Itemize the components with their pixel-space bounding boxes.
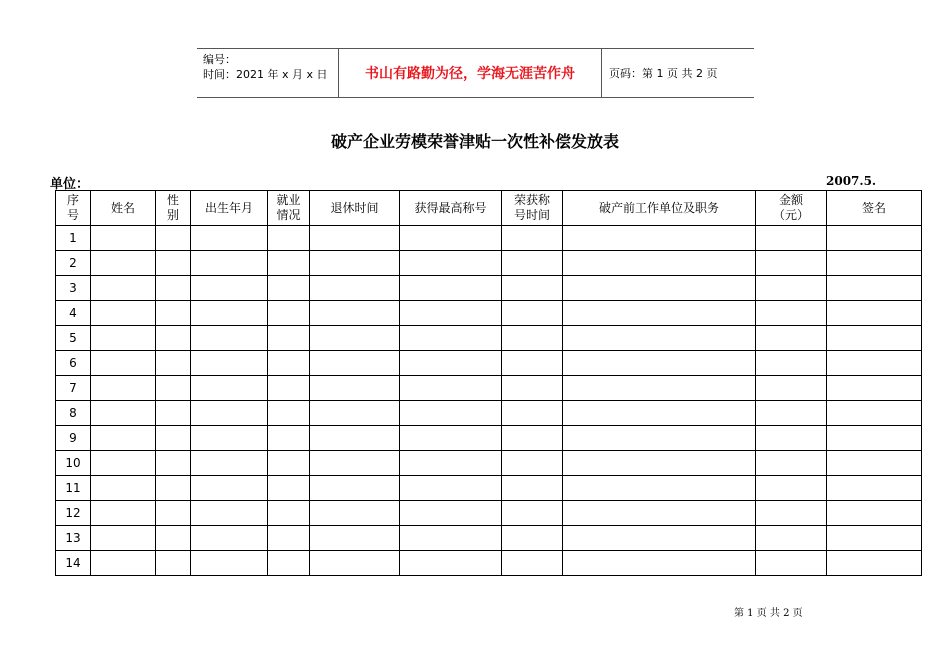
row-number: 5	[56, 326, 91, 351]
table-cell[interactable]	[91, 451, 156, 476]
row-number: 13	[56, 526, 91, 551]
table-cell[interactable]	[268, 376, 310, 401]
table-cell[interactable]	[91, 351, 156, 376]
table-cell[interactable]	[563, 476, 756, 501]
table-cell[interactable]	[756, 551, 827, 576]
table-cell[interactable]	[400, 476, 502, 501]
table-cell[interactable]	[191, 551, 268, 576]
table-cell[interactable]	[156, 301, 191, 326]
table-cell[interactable]	[91, 526, 156, 551]
table-cell[interactable]	[827, 351, 922, 376]
column-header	[156, 191, 191, 226]
table-cell[interactable]	[91, 301, 156, 326]
column-header	[756, 191, 827, 226]
row-number: 3	[56, 276, 91, 301]
table-row	[56, 426, 922, 451]
table-cell[interactable]	[563, 251, 756, 276]
table-cell[interactable]	[156, 401, 191, 426]
table-cell[interactable]	[756, 301, 827, 326]
table-cell[interactable]	[268, 276, 310, 301]
table-cell[interactable]	[191, 276, 268, 301]
table-cell[interactable]	[563, 426, 756, 451]
table-cell[interactable]	[563, 451, 756, 476]
table-cell[interactable]	[827, 376, 922, 401]
table-cell[interactable]	[563, 526, 756, 551]
table-cell[interactable]	[563, 551, 756, 576]
table-cell[interactable]	[756, 501, 827, 526]
table-cell[interactable]	[400, 551, 502, 576]
table-cell[interactable]	[310, 226, 400, 251]
table-cell[interactable]	[400, 226, 502, 251]
row-number: 7	[56, 376, 91, 401]
table-cell[interactable]	[268, 326, 310, 351]
table-cell[interactable]	[91, 426, 156, 451]
column-header-line: 签名	[861, 200, 886, 215]
column-header-line: 获得最高称号	[414, 200, 487, 215]
header-motto: 书山有路勤为径，学海无涯苦作舟	[338, 49, 602, 97]
header-page-info: 页码：第 1 页 共 2 页	[609, 67, 718, 80]
table-cell[interactable]	[502, 276, 563, 301]
table-cell[interactable]	[827, 451, 922, 476]
column-header-line: 情况	[276, 208, 301, 222]
table-cell[interactable]	[268, 301, 310, 326]
table-row	[56, 276, 922, 301]
table-cell[interactable]	[400, 401, 502, 426]
table-body	[56, 226, 922, 576]
table-row	[56, 476, 922, 501]
table-cell[interactable]	[563, 376, 756, 401]
document-date: 2007.5.	[826, 174, 877, 188]
table-cell[interactable]	[827, 226, 922, 251]
table-cell[interactable]	[191, 251, 268, 276]
table-cell[interactable]	[400, 351, 502, 376]
header-meta	[197, 49, 338, 97]
table-cell[interactable]	[502, 501, 563, 526]
table-cell[interactable]	[156, 376, 191, 401]
column-header-line: 金额	[778, 193, 803, 207]
table-cell[interactable]	[191, 401, 268, 426]
table-cell[interactable]	[563, 401, 756, 426]
table-cell[interactable]	[400, 301, 502, 326]
table-cell[interactable]	[827, 526, 922, 551]
column-header	[310, 191, 400, 226]
column-header-line: 就业	[276, 193, 301, 207]
table-cell[interactable]	[756, 476, 827, 501]
table-cell[interactable]	[400, 326, 502, 351]
table-cell[interactable]	[310, 251, 400, 276]
table-cell[interactable]	[191, 351, 268, 376]
unit-label: 单位：	[50, 177, 90, 192]
table-cell[interactable]	[91, 376, 156, 401]
row-number: 6	[56, 351, 91, 376]
table-cell[interactable]	[268, 451, 310, 476]
table-cell[interactable]	[400, 501, 502, 526]
table-row	[56, 501, 922, 526]
table-cell[interactable]	[156, 451, 191, 476]
table-cell[interactable]	[400, 376, 502, 401]
table-cell[interactable]	[827, 251, 922, 276]
table-cell[interactable]	[156, 251, 191, 276]
table-cell[interactable]	[827, 551, 922, 576]
table-cell[interactable]	[91, 476, 156, 501]
table-cell[interactable]	[502, 226, 563, 251]
table-cell[interactable]	[191, 426, 268, 451]
table-cell[interactable]	[756, 276, 827, 301]
table-cell[interactable]	[156, 476, 191, 501]
column-header-line: （元）	[772, 208, 809, 222]
table-cell[interactable]	[502, 326, 563, 351]
table-cell[interactable]	[827, 276, 922, 301]
table-cell[interactable]	[400, 451, 502, 476]
column-header	[56, 191, 91, 226]
table-cell[interactable]	[310, 476, 400, 501]
table-cell[interactable]	[91, 326, 156, 351]
table-cell[interactable]	[756, 376, 827, 401]
document-title: 破产企业劳模荣誉津贴一次性补偿发放表	[330, 132, 619, 151]
table-cell[interactable]	[310, 451, 400, 476]
table-cell[interactable]	[268, 351, 310, 376]
table-cell[interactable]	[191, 226, 268, 251]
table-header-row	[56, 191, 922, 226]
table-cell[interactable]	[502, 251, 563, 276]
table-cell[interactable]	[268, 501, 310, 526]
table-cell[interactable]	[91, 251, 156, 276]
table-cell[interactable]	[400, 526, 502, 551]
table-cell[interactable]	[563, 501, 756, 526]
table-cell[interactable]	[191, 376, 268, 401]
table-cell[interactable]	[563, 226, 756, 251]
table-cell[interactable]	[268, 526, 310, 551]
compensation-table	[55, 190, 922, 576]
table-cell[interactable]	[91, 401, 156, 426]
table-cell[interactable]	[827, 476, 922, 501]
table-cell[interactable]	[156, 501, 191, 526]
table-cell[interactable]	[310, 401, 400, 426]
row-number: 2	[56, 251, 91, 276]
column-header-line: 出生年月	[204, 200, 253, 215]
table-cell[interactable]	[563, 351, 756, 376]
row-number: 9	[56, 426, 91, 451]
table-cell[interactable]	[563, 301, 756, 326]
table-cell[interactable]	[756, 426, 827, 451]
table-row	[56, 451, 922, 476]
table-cell[interactable]	[756, 226, 827, 251]
table-cell[interactable]	[827, 326, 922, 351]
table-cell[interactable]	[756, 526, 827, 551]
table-cell[interactable]	[191, 326, 268, 351]
table-cell[interactable]	[502, 426, 563, 451]
column-header	[563, 191, 756, 226]
table-cell[interactable]	[91, 226, 156, 251]
table-cell[interactable]	[310, 351, 400, 376]
column-header-line: 荣获称	[513, 193, 550, 207]
table-cell[interactable]	[502, 301, 563, 326]
table-cell[interactable]	[191, 301, 268, 326]
table-row	[56, 526, 922, 551]
table-cell[interactable]	[191, 501, 268, 526]
table-cell[interactable]	[156, 226, 191, 251]
column-header	[91, 191, 156, 226]
table-cell[interactable]	[502, 526, 563, 551]
table-cell[interactable]	[756, 451, 827, 476]
column-header-line: 号时间	[513, 208, 550, 222]
time-label: 时间：2021 年 x 月 x 日	[203, 68, 328, 81]
table-cell[interactable]	[502, 376, 563, 401]
table-row	[56, 301, 922, 326]
table-cell[interactable]	[502, 451, 563, 476]
table-cell[interactable]	[191, 476, 268, 501]
table-cell[interactable]	[400, 251, 502, 276]
table-cell[interactable]	[91, 551, 156, 576]
table-cell[interactable]	[191, 526, 268, 551]
number-label: 编号：	[203, 53, 236, 66]
table-cell[interactable]	[91, 276, 156, 301]
table-cell[interactable]	[156, 326, 191, 351]
table-cell[interactable]	[756, 401, 827, 426]
table-cell[interactable]	[756, 326, 827, 351]
table-cell[interactable]	[563, 276, 756, 301]
row-number: 4	[56, 301, 91, 326]
table-cell[interactable]	[502, 551, 563, 576]
row-number: 11	[56, 476, 91, 501]
table-row	[56, 376, 922, 401]
table-cell[interactable]	[502, 476, 563, 501]
column-header-line: 破产前工作单位及职务	[598, 200, 719, 215]
table-cell[interactable]	[268, 226, 310, 251]
column-header	[502, 191, 563, 226]
table-cell[interactable]	[268, 401, 310, 426]
table-cell[interactable]	[756, 351, 827, 376]
table-cell[interactable]	[268, 426, 310, 451]
table-cell[interactable]	[156, 426, 191, 451]
table-cell[interactable]	[310, 526, 400, 551]
column-header-line: 别	[166, 208, 179, 222]
table-cell[interactable]	[756, 251, 827, 276]
table-cell[interactable]	[310, 501, 400, 526]
table-cell[interactable]	[827, 426, 922, 451]
table-cell[interactable]	[827, 401, 922, 426]
column-header-line: 号	[66, 208, 79, 222]
table-row	[56, 226, 922, 251]
page-footer: 第 1 页 共 2 页	[734, 608, 803, 619]
row-number: 14	[56, 551, 91, 576]
table-row	[56, 326, 922, 351]
table-cell[interactable]	[400, 276, 502, 301]
table-cell[interactable]	[827, 301, 922, 326]
table-cell[interactable]	[268, 476, 310, 501]
table-cell[interactable]	[502, 351, 563, 376]
table-cell[interactable]	[156, 351, 191, 376]
document-header	[197, 48, 754, 98]
column-header-line: 退休时间	[330, 200, 379, 215]
row-number: 12	[56, 501, 91, 526]
table-cell[interactable]	[310, 376, 400, 401]
column-header	[268, 191, 310, 226]
table-cell[interactable]	[563, 326, 756, 351]
table-row	[56, 251, 922, 276]
table-cell[interactable]	[156, 526, 191, 551]
table-cell[interactable]	[268, 251, 310, 276]
column-header	[400, 191, 502, 226]
table-cell[interactable]	[156, 551, 191, 576]
column-header-line: 姓名	[110, 200, 135, 215]
table-row	[56, 551, 922, 576]
table-cell[interactable]	[156, 276, 191, 301]
table-cell[interactable]	[310, 326, 400, 351]
table-cell[interactable]	[310, 276, 400, 301]
table-row	[56, 351, 922, 376]
table-cell[interactable]	[268, 551, 310, 576]
table-cell[interactable]	[310, 551, 400, 576]
table-cell[interactable]	[502, 401, 563, 426]
column-header	[827, 191, 922, 226]
row-number: 1	[56, 226, 91, 251]
row-number: 8	[56, 401, 91, 426]
table-cell[interactable]	[91, 501, 156, 526]
table-row	[56, 401, 922, 426]
table-cell[interactable]	[310, 426, 400, 451]
row-number: 10	[56, 451, 91, 476]
table-cell[interactable]	[400, 426, 502, 451]
column-header	[191, 191, 268, 226]
column-header-line: 性	[166, 193, 179, 207]
table-cell[interactable]	[827, 501, 922, 526]
table-cell[interactable]	[191, 451, 268, 476]
column-header-line: 序	[66, 193, 79, 207]
table-cell[interactable]	[310, 301, 400, 326]
